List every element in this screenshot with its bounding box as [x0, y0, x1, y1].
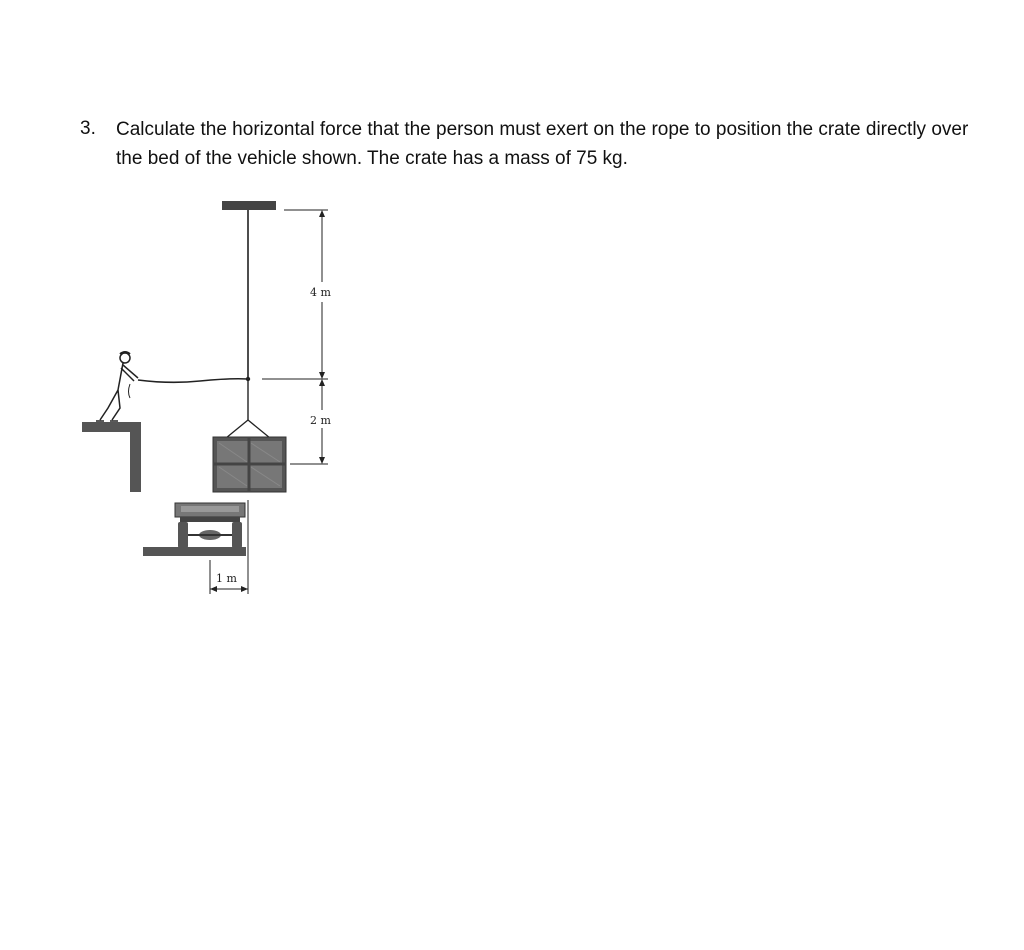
- dimension-label-1m: 1 m: [216, 572, 237, 585]
- dimension-label-4m: 4 m: [310, 286, 331, 299]
- crate: [213, 437, 286, 492]
- person-figure: [96, 352, 138, 421]
- dimension-label-2m: 2 m: [310, 414, 331, 427]
- problem-number: 3.: [80, 118, 96, 139]
- vehicle: [175, 503, 245, 548]
- problem-statement: Calculate the horizontal force that the person must exert on the rope to position the crate directly over the bed of the vehicle shown. The crate has a mass of 75 kg.: [116, 119, 969, 169]
- pull-rope: [138, 379, 248, 383]
- ceiling-support: [222, 201, 276, 210]
- ledge: [82, 422, 141, 492]
- ground: [143, 547, 246, 556]
- sling-right: [248, 420, 270, 438]
- sling-left: [226, 420, 248, 438]
